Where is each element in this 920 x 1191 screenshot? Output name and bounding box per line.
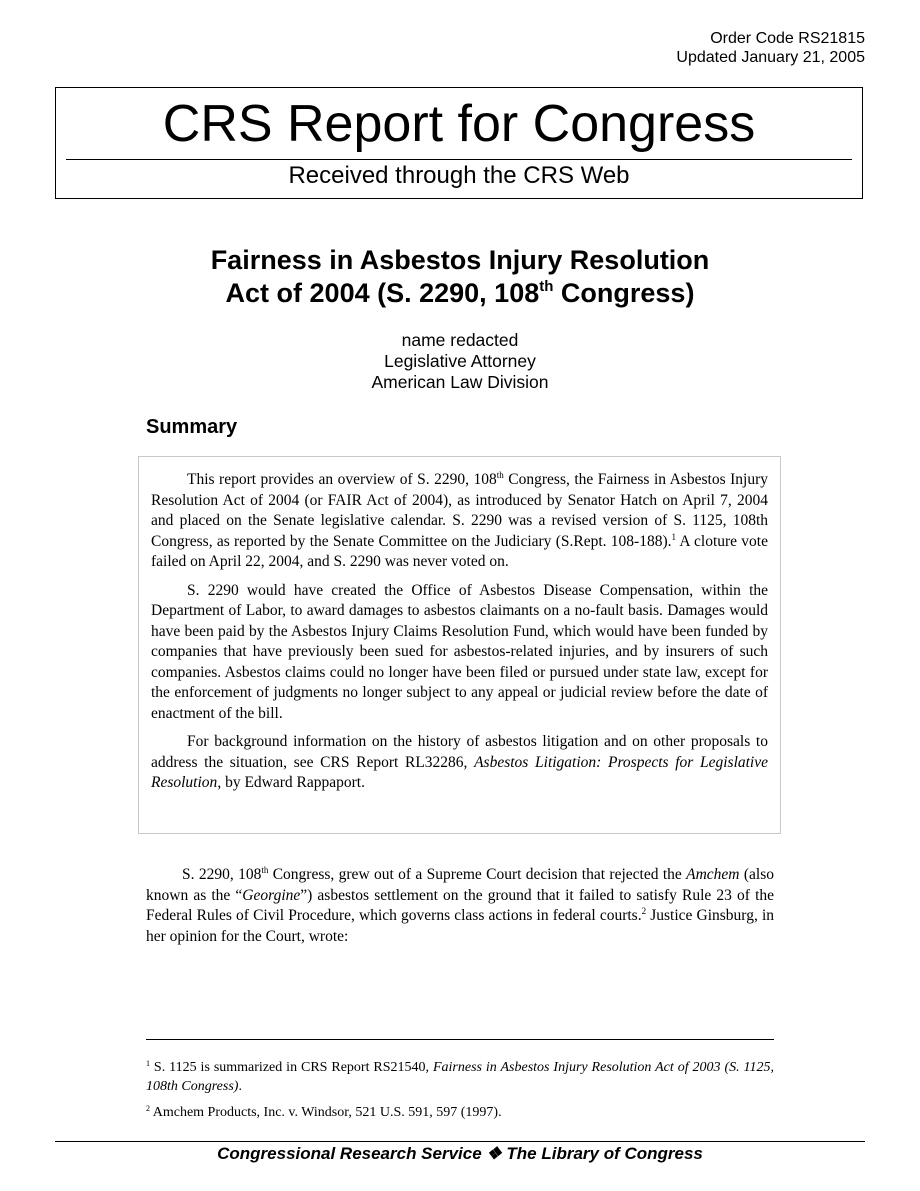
title-superscript: th xyxy=(539,278,554,295)
footnote-number: 1 xyxy=(146,1059,150,1068)
footnote-number: 2 xyxy=(146,1104,150,1113)
superscript: th xyxy=(496,470,504,480)
case-name: Georgine xyxy=(242,886,301,904)
text: A cloture vote failed on April 22, 2004, and S. 2290 was never voted on. xyxy=(151,532,768,570)
body-text xyxy=(146,865,774,947)
text: ”) asbestos settlement on the ground that it failed to satisfy Rule 23 of the Federal Rules of Civil Procedure, which governs class actions in federal courts. xyxy=(146,886,775,924)
report-title-line2 xyxy=(100,277,820,310)
banner-subtitle: Received through the CRS Web xyxy=(288,162,630,189)
report-title xyxy=(100,244,820,310)
author-name: name redacted xyxy=(401,330,519,350)
footer-divider xyxy=(55,1141,865,1142)
text: Justice Ginsburg, in her opinion for the Court, wrote: xyxy=(146,907,774,945)
order-code: Order Code RS21815 xyxy=(710,30,865,47)
title-text: Act of 2004 (S. 2290, 108 xyxy=(225,278,540,308)
banner-title: CRS Report for Congress xyxy=(162,95,756,153)
author-title: Legislative Attorney xyxy=(384,351,536,371)
text: (also known as the “ xyxy=(146,866,774,904)
superscript: th xyxy=(261,865,269,875)
footer-org: Congressional Research Service xyxy=(217,1144,482,1163)
text: , by Edward Rappaport. xyxy=(217,774,365,791)
text: Amchem Products, Inc. v. Windsor, 521 U.S. 591, 597 (1997). xyxy=(150,1105,502,1120)
updated-date: Updated January 21, 2005 xyxy=(676,49,865,66)
diamond-ornament-icon: ❖ xyxy=(486,1144,502,1163)
title-text-end: Congress) xyxy=(553,278,695,308)
report-title-line1: Fairness in Asbestos Injury Resolution xyxy=(210,245,710,275)
text: S. 1125 is summarized in CRS Report RS21540, xyxy=(150,1060,433,1075)
author-block xyxy=(260,330,660,393)
author-division: American Law Division xyxy=(371,372,549,392)
text: This report provides an overview of S. 2290, 108 xyxy=(187,471,497,488)
summary-text xyxy=(151,470,768,794)
footnote-ref-2[interactable]: 2 xyxy=(641,906,647,916)
footnotes xyxy=(146,1058,774,1122)
summary-paragraph-1 xyxy=(151,470,768,573)
crs-banner xyxy=(55,87,863,199)
summary-paragraph-2: S. 2290 would have created the Office of Asbestos Disease Compensation, within the Department of Labor, to award damages to asbestos claimants on a no-fault basis. Damages would have been paid by the Asbestos Injury Claims Resolution Fund, which would have been funded by companies that have previously been sued for asbestos-related injuries, and by insurers of such companies. Asbestos claims could no longer have been filed or pursued under state law, except for the enforcement of judgments no longer subject to any appeal or judicial review before the date of enactment of the bill. xyxy=(151,581,768,722)
report-citation-title: Asbestos Litigation: Prospects for Legislative Resolution xyxy=(151,753,768,791)
order-code-block xyxy=(676,29,865,67)
page-footer xyxy=(55,1144,865,1164)
text: Congress, grew out of a Supreme Court decision that rejected the xyxy=(268,866,687,883)
summary-heading: Summary xyxy=(146,416,238,438)
text: For background information on the history of asbestos litigation and on other proposals to address the situation, see CRS Report RL32286, xyxy=(151,733,768,771)
banner-divider xyxy=(66,159,852,160)
summary-paragraph-3 xyxy=(151,732,768,794)
text: . xyxy=(238,1079,242,1094)
case-name: Amchem xyxy=(686,866,740,883)
footnote-2 xyxy=(146,1103,774,1122)
footnote-1 xyxy=(146,1058,774,1096)
footer-library: The Library of Congress xyxy=(506,1144,703,1163)
text: Congress, the Fairness in Asbestos Injury Resolution Act of 2004 (or FAIR Act of 2004), as introduced by Senator Hatch on April 7, 2004 and placed on the Senate legislative calendar. S. 2290 was a revised version of S. 1125, 108th Congress, as reported by the Senate Committee on the Judiciary (S.Rept. 108-188). xyxy=(151,471,768,550)
report-citation-title: Fairness in Asbestos Injury Resolution Act of 2003 (S. 1125, 108th Congress) xyxy=(146,1060,774,1094)
body-paragraph-1 xyxy=(146,865,774,947)
footnote-divider xyxy=(146,1039,774,1040)
footnote-ref-1[interactable]: 1 xyxy=(671,531,676,542)
text: S. 2290, 108 xyxy=(182,866,262,883)
